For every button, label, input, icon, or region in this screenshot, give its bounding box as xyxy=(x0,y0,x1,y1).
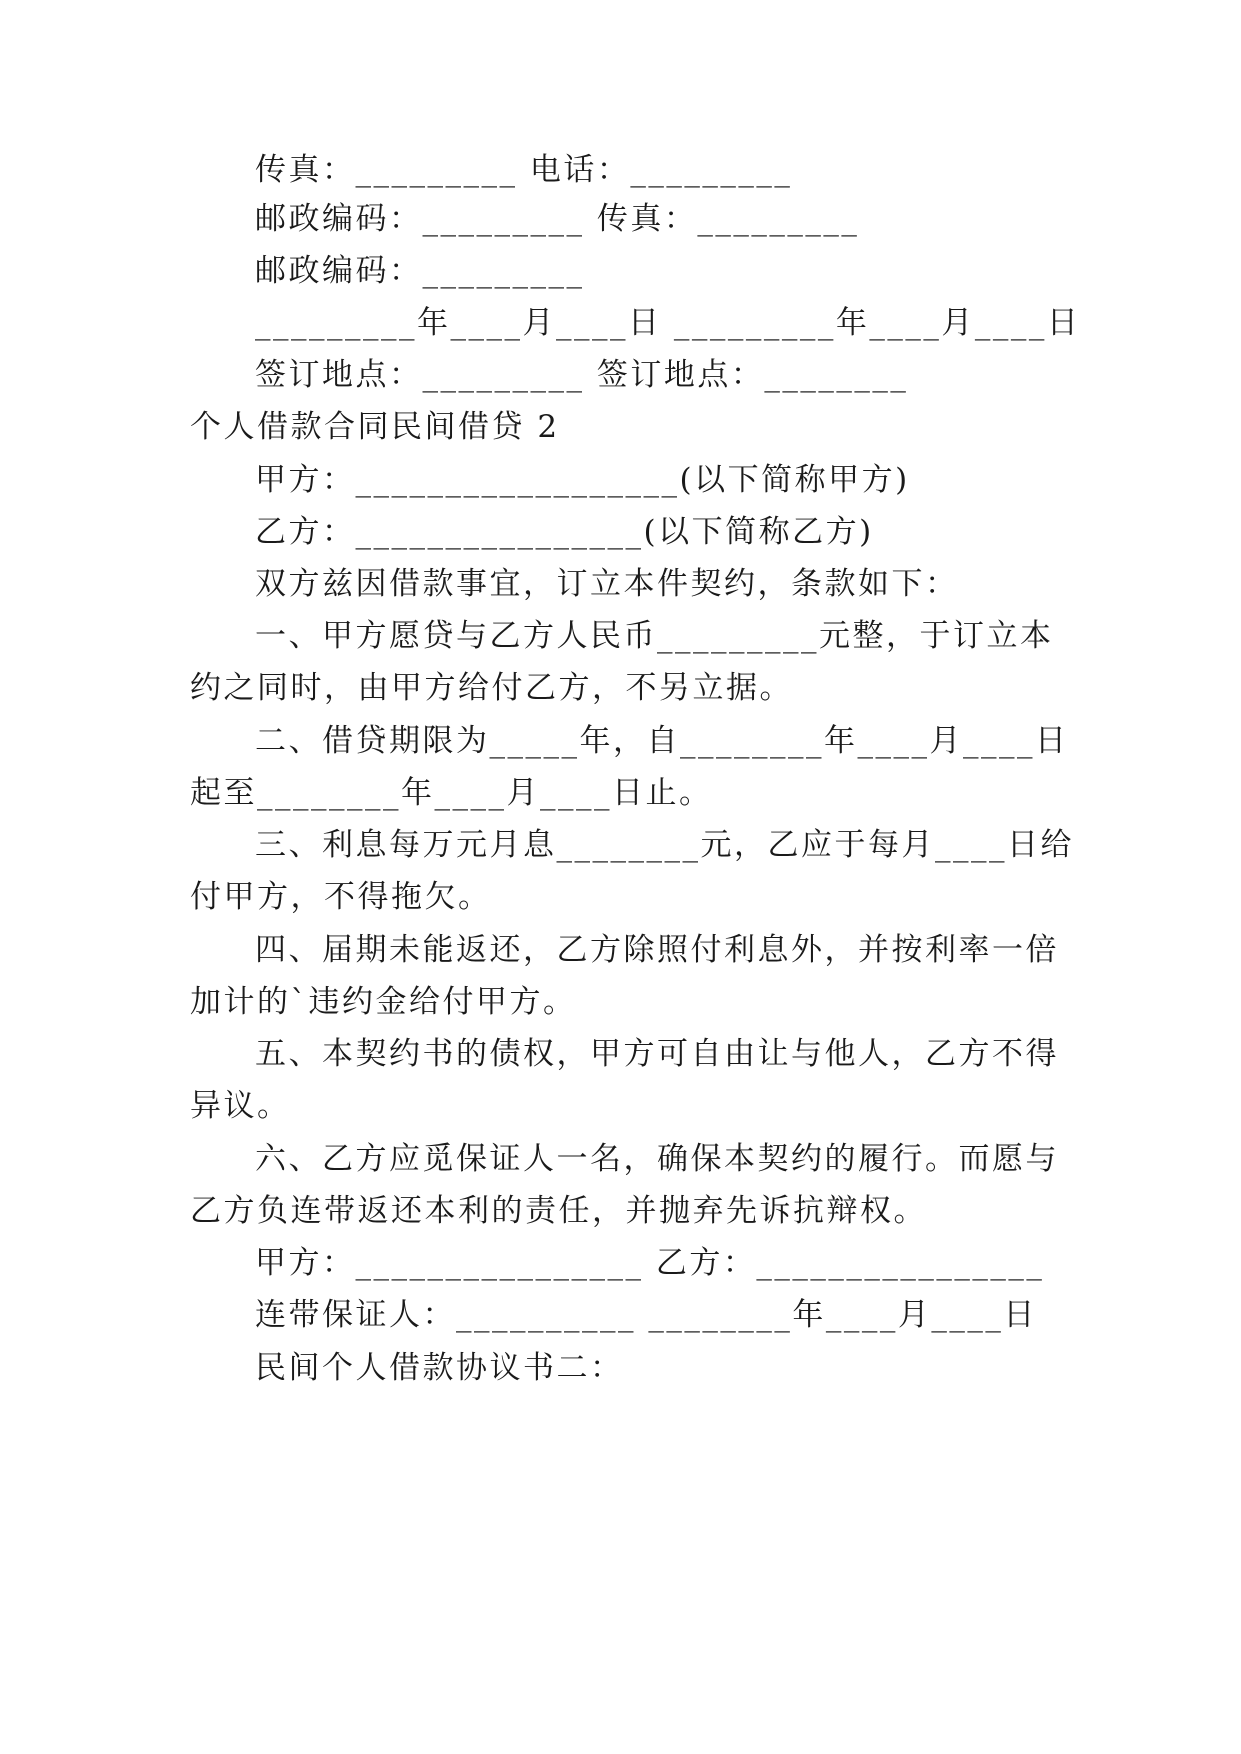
clause-1-line-1: 一、甲方愿贷与乙方人民币_________元整，于订立本 xyxy=(255,618,1054,654)
clause-3-line-1: 三、利息每万元月息________元，乙应于每月____日给 xyxy=(255,827,1074,863)
postcode-line: 邮政编码：_________ xyxy=(255,253,585,289)
signing-place-line: 签订地点：_________ 签订地点：________ xyxy=(255,357,909,393)
intro-paragraph: 双方兹因借款事宜，订立本件契约，条款如下： xyxy=(255,566,959,602)
section-heading: 个人借款合同民间借贷 2 xyxy=(190,409,560,445)
fax-phone-line: 传真：_________ 电话：_________ xyxy=(255,152,793,188)
clause-2-line-1: 二、借贷期限为_____年，自________年____月____日 xyxy=(255,723,1069,759)
clause-2-line-2: 起至________年____月____日止。 xyxy=(190,775,713,811)
next-agreement-heading: 民间个人借款协议书二： xyxy=(255,1350,624,1386)
party-b-line: 乙方：________________(以下简称乙方) xyxy=(255,514,874,550)
clause-3-line-2: 付甲方，不得拖欠。 xyxy=(190,879,492,915)
signature-parties-line: 甲方：________________ 乙方：________________ xyxy=(255,1245,1045,1281)
clause-5-line-1: 五、本契约书的债权，甲方可自由让与他人，乙方不得 xyxy=(255,1036,1059,1072)
clause-6-line-2: 乙方负连带返还本利的责任，并抛弃先诉抗辩权。 xyxy=(190,1193,927,1229)
clause-5-line-2: 异议。 xyxy=(190,1088,291,1124)
clause-1-line-2: 约之同时，由甲方给付乙方，不另立据。 xyxy=(190,670,793,706)
guarantor-date-line: 连带保证人：__________ ________年____月____日 xyxy=(255,1297,1037,1333)
clause-6-line-1: 六、乙方应觅保证人一名，确保本契约的履行。而愿与 xyxy=(255,1141,1059,1177)
party-a-line: 甲方：__________________(以下简称甲方) xyxy=(255,462,910,498)
date-line: _________年____月____日 _________年____月____日 xyxy=(255,305,1081,341)
postcode-fax-line: 邮政编码：_________ 传真：_________ xyxy=(255,201,860,237)
clause-4-line-2: 加计的`违约金给付甲方。 xyxy=(190,984,577,1020)
clause-4-line-1: 四、届期未能返还，乙方除照付利息外，并按利率一倍 xyxy=(255,932,1059,968)
